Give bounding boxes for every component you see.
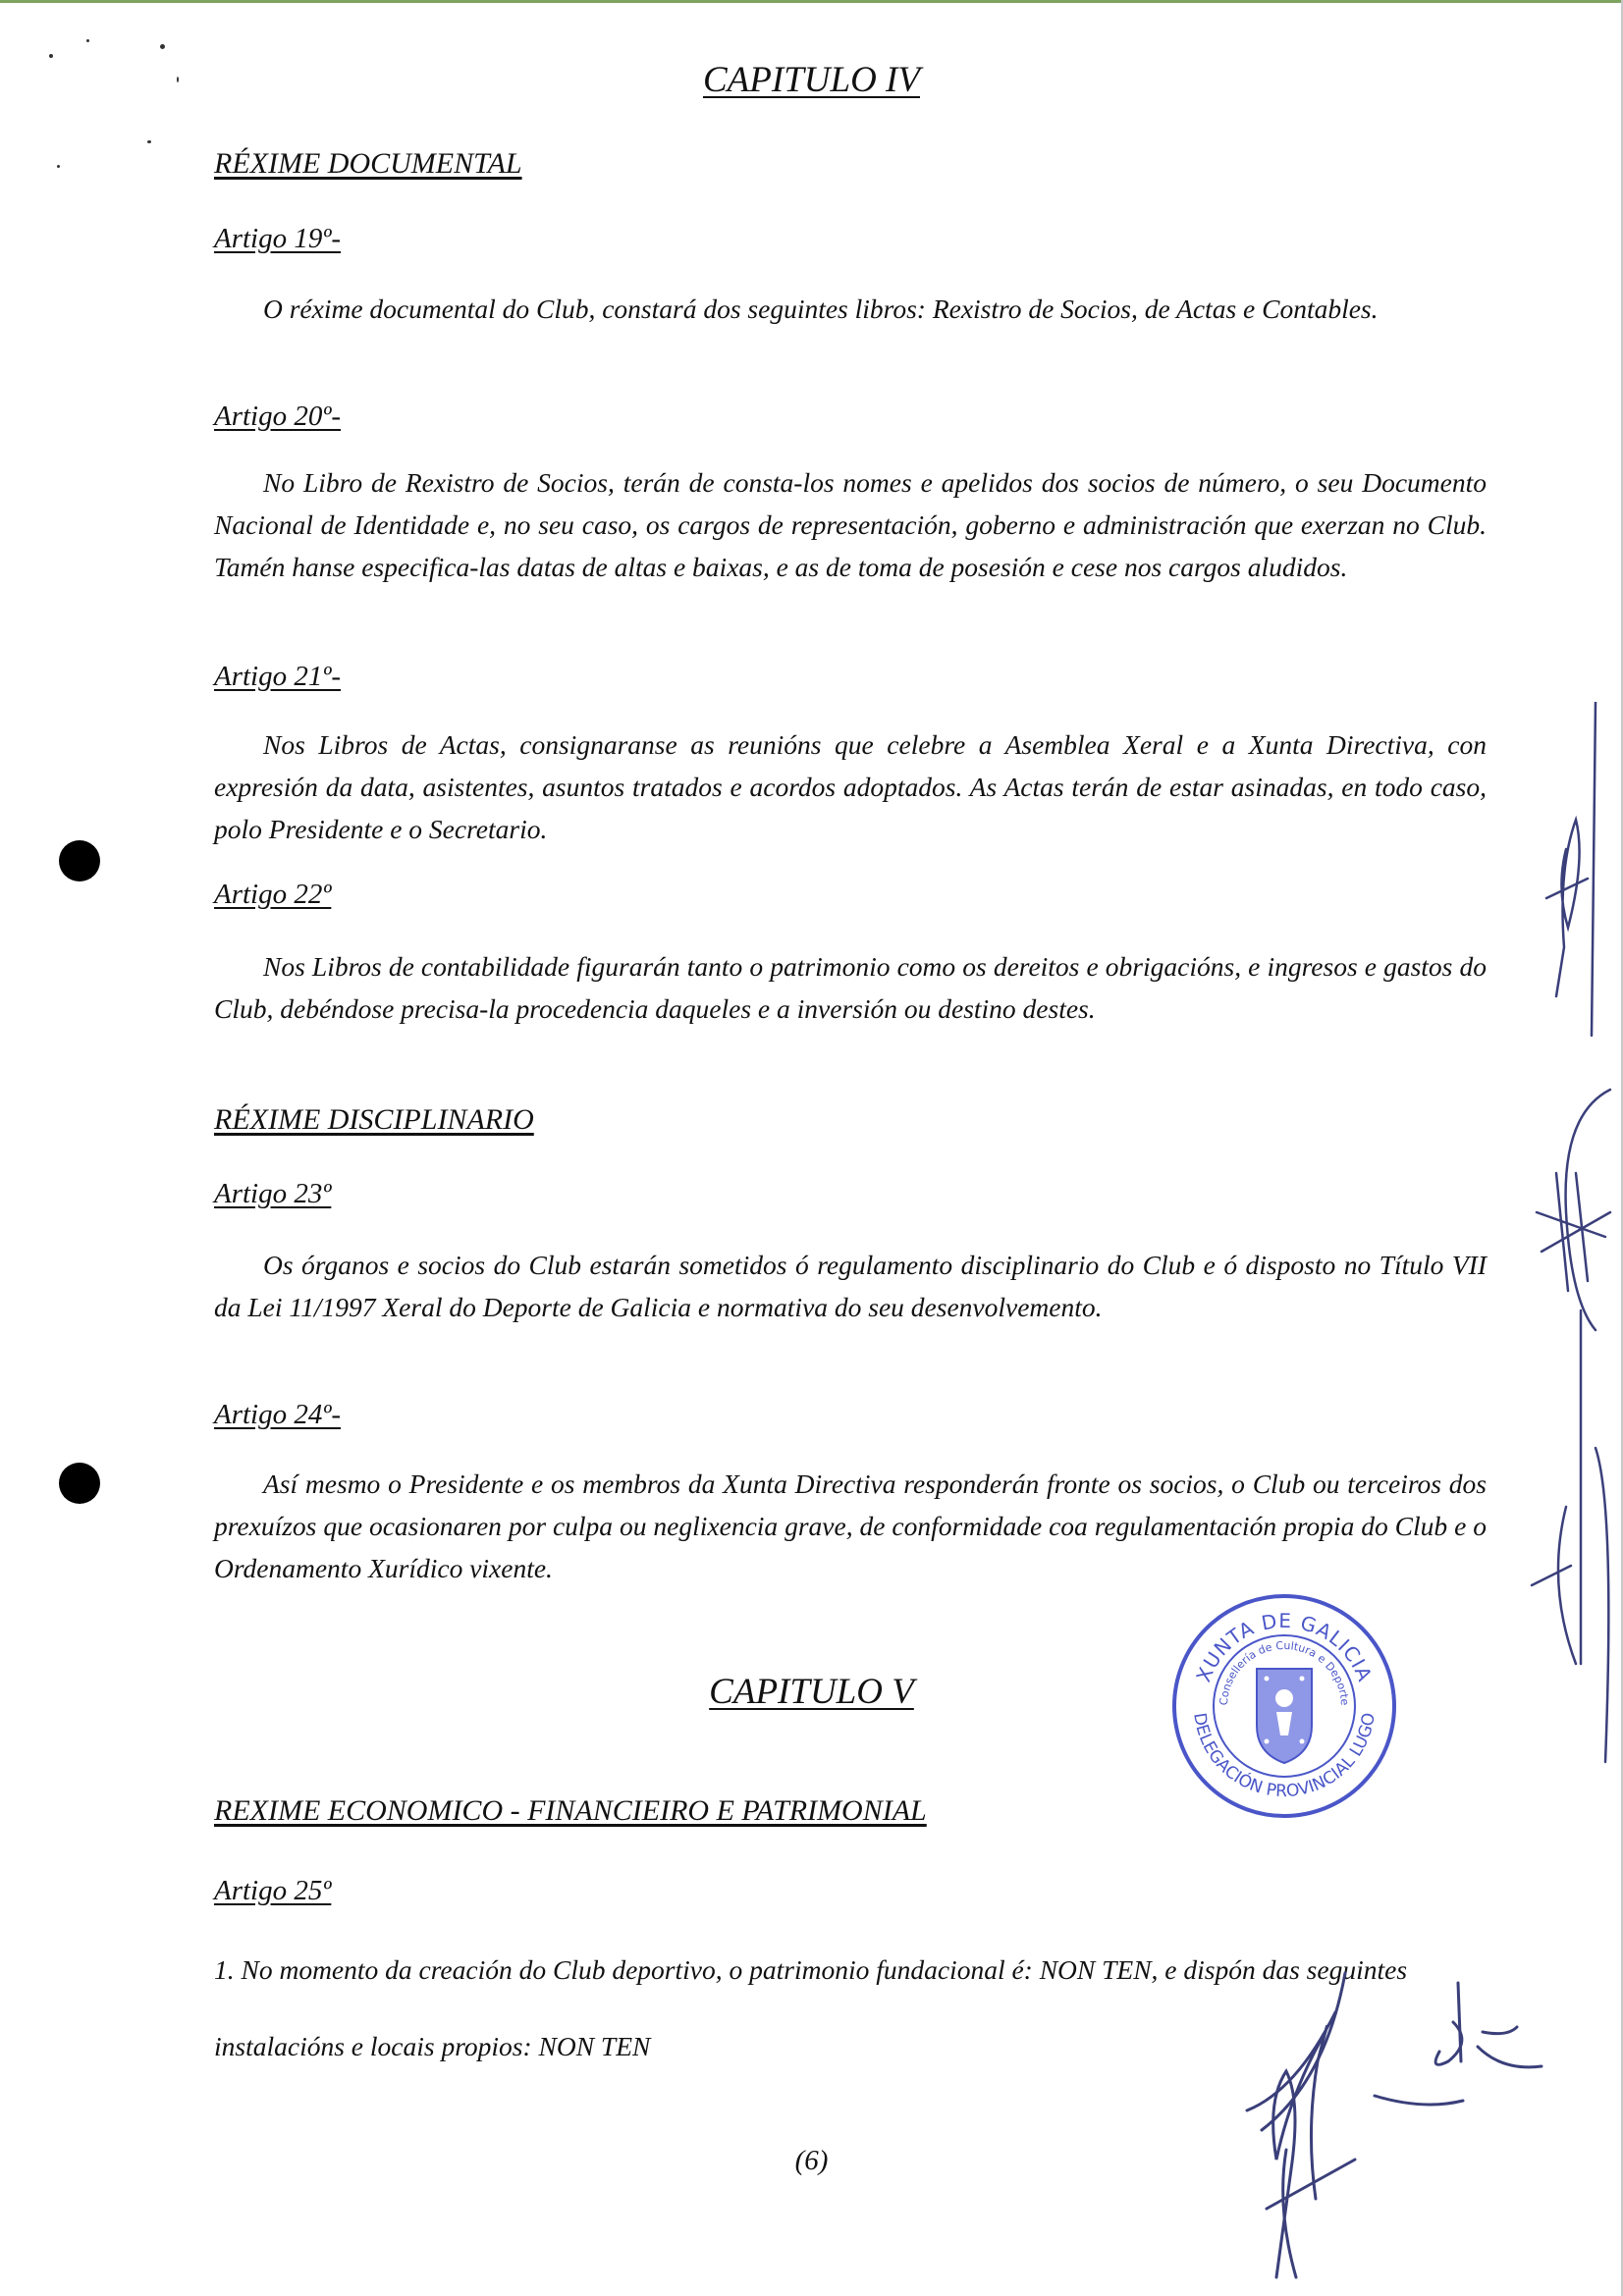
article-20-text: No Libro de Rexistro de Socios, terán de consta-los nomes e apelidos dos socios de número, o seu Documento Nacional de Identidade e, no seu caso, os cargos de representación, goberno e administración que exerzan no Club. Tamén hanse especifica-las datas de altas e baixas, e as de toma de posesión e cese nos cargos aludidos. [214, 467, 1487, 582]
chapter-iv-title: CAPITULO IV [703, 60, 920, 100]
stamp-bottom-text: DELEGACIÓN PROVINCIAL LUGO [1189, 1711, 1380, 1802]
scan-speck [160, 44, 165, 49]
scan-speck [57, 165, 60, 168]
article-21-heading: Artigo 21º- [214, 661, 342, 692]
coat-of-arms-icon [1257, 1669, 1312, 1763]
scan-speck [147, 140, 151, 143]
scan-speck [86, 39, 89, 42]
official-stamp [1166, 1588, 1402, 1824]
scan-speck [49, 54, 53, 58]
scan-edge [0, 0, 1623, 3]
article-25-heading: Artigo 25º [214, 1875, 332, 1906]
article-23-heading: Artigo 23º [214, 1178, 332, 1209]
article-21-text: Nos Libros de Actas, consignaranse as reunións que celebre a Asemblea Xeral e a Xunta Directiva, con expresión da data, asistentes, asuntos tratados e acordos adoptados. As Actas terán de estar asinadas, en todo caso, polo Presidente e o Secretario. [214, 729, 1487, 844]
section-documental: RÉXIME DOCUMENTAL [214, 147, 522, 180]
punch-hole [59, 1463, 100, 1504]
section-economico: REXIME ECONOMICO - FINANCIEIRO E PATRIMONIAL [214, 1794, 927, 1827]
section-disciplinario: RÉXIME DISCIPLINARIO [214, 1103, 534, 1136]
article-23-text: Os órganos e socios do Club estarán sometidos ó regulamento disciplinario do Club e ó disposto no Título VII da Lei 11/1997 Xeral do Deporte de Galicia e normativa do seu desenvolvemento. [214, 1250, 1487, 1322]
stamp-top-text: XUNTA DE GALICIA [1191, 1608, 1378, 1685]
margin-signatures [1527, 702, 1620, 1782]
punch-hole [59, 840, 100, 881]
article-19-text: O réxime documental do Club, constará dos seguintes libros: Rexistro de Socios, de Actas e Contables. [263, 294, 1379, 324]
article-24-text: Así mesmo o Presidente e os membros da Xunta Directiva responderán fronte os socios, o Club ou terceiros dos prexuízos que ocasionaren por culpa ou neglixencia grave, de conformidade coa regulamentación propia do Club e o Ordenamento Xurídico vixente. [214, 1468, 1487, 1583]
article-24-heading: Artigo 24º- [214, 1399, 342, 1430]
page-number: (6) [794, 2145, 829, 2176]
article-20-heading: Artigo 20º- [214, 400, 342, 432]
bottom-signatures [1208, 1953, 1620, 2287]
article-22-heading: Artigo 22º [214, 879, 332, 910]
article-25-text: 1. No momento da creación do Club deportivo, o patrimonio fundacional é: NON TEN, e dispón das seguintes instalacións e locais propios: NON TEN [214, 1954, 1408, 2061]
chapter-v-title: CAPITULO V [709, 1672, 914, 1712]
article-22-text: Nos Libros de contabilidade figurarán tanto o patrimonio como os dereitos e obrigacións, e ingresos e gastos do Club, debéndose precisa-la procedencia daqueles e a inversión ou destino destes. [214, 951, 1487, 1024]
stamp-inner-text: Consellería de Cultura e Deporte [1217, 1638, 1352, 1706]
article-19-heading: Artigo 19º- [214, 223, 342, 254]
